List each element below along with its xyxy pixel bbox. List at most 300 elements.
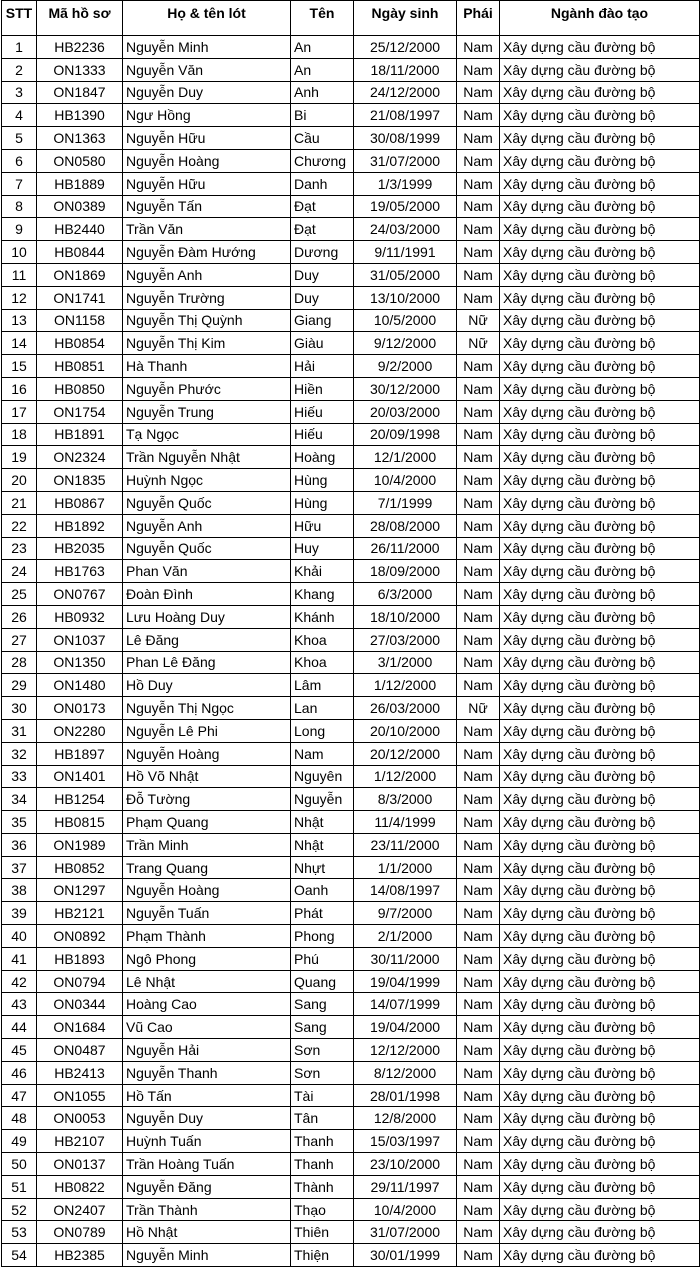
ngay-sinh-cell: 31/07/2000 <box>354 149 457 172</box>
ngay-sinh-cell: 11/4/1999 <box>354 811 457 834</box>
phai-cell: Nam <box>457 856 500 879</box>
ma-ho-so-cell: ON0580 <box>37 149 123 172</box>
stt-cell: 6 <box>2 149 37 172</box>
ma-ho-so-cell: HB2236 <box>37 36 123 59</box>
ho-ten-lot-cell: Nguyễn Duy <box>123 81 291 104</box>
phai-cell: Nam <box>457 1107 500 1130</box>
ngay-sinh-cell: 8/12/2000 <box>354 1061 457 1084</box>
ma-ho-so-cell: ON1297 <box>37 879 123 902</box>
stt-cell: 53 <box>2 1221 37 1244</box>
ho-ten-lot-cell: Nguyễn Hữu <box>123 127 291 150</box>
ngay-sinh-cell: 2/1/2000 <box>354 925 457 948</box>
ma-ho-so-cell: ON0892 <box>37 925 123 948</box>
ten-cell: Nguyên <box>291 765 354 788</box>
ngay-sinh-cell: 9/2/2000 <box>354 355 457 378</box>
phai-cell: Nam <box>457 469 500 492</box>
ten-cell: Chương <box>291 149 354 172</box>
ten-cell: Huy <box>291 537 354 560</box>
nganh-dao-tao-cell: Xây dựng cầu đường bộ <box>500 1061 700 1084</box>
ma-ho-so-cell: ON1754 <box>37 400 123 423</box>
stt-cell: 24 <box>2 560 37 583</box>
ho-ten-lot-cell: Nguyễn Hữu <box>123 172 291 195</box>
nganh-dao-tao-cell: Xây dựng cầu đường bộ <box>500 947 700 970</box>
nganh-dao-tao-cell: Xây dựng cầu đường bộ <box>500 332 700 355</box>
ngay-sinh-cell: 20/03/2000 <box>354 400 457 423</box>
phai-cell: Nam <box>457 218 500 241</box>
ma-ho-so-cell: HB0844 <box>37 241 123 264</box>
stt-cell: 31 <box>2 719 37 742</box>
phai-cell: Nam <box>457 742 500 765</box>
ngay-sinh-cell: 8/3/2000 <box>354 788 457 811</box>
ma-ho-so-cell: HB1892 <box>37 514 123 537</box>
ma-ho-so-cell: ON0344 <box>37 993 123 1016</box>
stt-cell: 46 <box>2 1061 37 1084</box>
stt-cell: 50 <box>2 1153 37 1176</box>
nganh-dao-tao-cell: Xây dựng cầu đường bộ <box>500 377 700 400</box>
nganh-dao-tao-cell: Xây dựng cầu đường bộ <box>500 1153 700 1176</box>
ten-cell: Hùng <box>291 491 354 514</box>
phai-cell: Nam <box>457 833 500 856</box>
ma-ho-so-cell: ON2407 <box>37 1198 123 1221</box>
ngay-sinh-cell: 28/08/2000 <box>354 514 457 537</box>
ma-ho-so-cell: ON0137 <box>37 1153 123 1176</box>
stt-cell: 11 <box>2 263 37 286</box>
ngay-sinh-cell: 18/11/2000 <box>354 58 457 81</box>
table-row <box>2 195 700 218</box>
table-row <box>2 1039 700 1062</box>
nganh-dao-tao-cell: Xây dựng cầu đường bộ <box>500 1221 700 1244</box>
table-row <box>2 1175 700 1198</box>
stt-cell: 15 <box>2 355 37 378</box>
ho-ten-lot-cell: Hồ Nhật <box>123 1221 291 1244</box>
ngay-sinh-cell: 18/10/2000 <box>354 605 457 628</box>
ho-ten-lot-cell: Hà Thanh <box>123 355 291 378</box>
ma-ho-so-cell: ON1363 <box>37 127 123 150</box>
ngay-sinh-cell: 1/12/2000 <box>354 765 457 788</box>
stt-cell: 17 <box>2 400 37 423</box>
ten-cell: Thanh <box>291 1130 354 1153</box>
stt-cell: 45 <box>2 1039 37 1062</box>
ngay-sinh-cell: 12/1/2000 <box>354 446 457 469</box>
stt-cell: 42 <box>2 970 37 993</box>
ho-ten-lot-cell: Huỳnh Ngọc <box>123 469 291 492</box>
stt-cell: 3 <box>2 81 37 104</box>
phai-cell: Nam <box>457 925 500 948</box>
ho-ten-lot-cell: Nguyễn Tuấn <box>123 902 291 925</box>
ma-ho-so-cell: HB2385 <box>37 1244 123 1267</box>
ma-ho-so-cell: ON0789 <box>37 1221 123 1244</box>
stt-cell: 12 <box>2 286 37 309</box>
ngay-sinh-cell: 28/01/1998 <box>354 1084 457 1107</box>
stt-cell: 41 <box>2 947 37 970</box>
ho-ten-lot-cell: Nguyễn Văn <box>123 58 291 81</box>
ma-ho-so-cell: HB2035 <box>37 537 123 560</box>
header-stt: STT <box>2 1 37 36</box>
phai-cell: Nam <box>457 58 500 81</box>
table-row <box>2 81 700 104</box>
nganh-dao-tao-cell: Xây dựng cầu đường bộ <box>500 879 700 902</box>
ho-ten-lot-cell: Lê Đăng <box>123 628 291 651</box>
ngay-sinh-cell: 9/7/2000 <box>354 902 457 925</box>
nganh-dao-tao-cell: Xây dựng cầu đường bộ <box>500 172 700 195</box>
phai-cell: Nam <box>457 1039 500 1062</box>
header-ho-ten-lot: Họ & tên lót <box>123 1 291 36</box>
ho-ten-lot-cell: Nguyễn Anh <box>123 514 291 537</box>
stt-cell: 20 <box>2 469 37 492</box>
nganh-dao-tao-cell: Xây dựng cầu đường bộ <box>500 58 700 81</box>
ten-cell: Đạt <box>291 218 354 241</box>
ten-cell: Oanh <box>291 879 354 902</box>
stt-cell: 22 <box>2 514 37 537</box>
nganh-dao-tao-cell: Xây dựng cầu đường bộ <box>500 902 700 925</box>
ho-ten-lot-cell: Lưu Hoàng Duy <box>123 605 291 628</box>
stt-cell: 28 <box>2 651 37 674</box>
nganh-dao-tao-cell: Xây dựng cầu đường bộ <box>500 81 700 104</box>
nganh-dao-tao-cell: Xây dựng cầu đường bộ <box>500 127 700 150</box>
phai-cell: Nam <box>457 127 500 150</box>
ten-cell: Hiếu <box>291 423 354 446</box>
ho-ten-lot-cell: Nguyễn Anh <box>123 263 291 286</box>
nganh-dao-tao-cell: Xây dựng cầu đường bộ <box>500 263 700 286</box>
phai-cell: Nam <box>457 788 500 811</box>
phai-cell: Nam <box>457 970 500 993</box>
ma-ho-so-cell: HB0822 <box>37 1175 123 1198</box>
phai-cell: Nữ <box>457 309 500 332</box>
phai-cell: Nam <box>457 1198 500 1221</box>
ngay-sinh-cell: 3/1/2000 <box>354 651 457 674</box>
ho-ten-lot-cell: Nguyễn Lê Phi <box>123 719 291 742</box>
table-row <box>2 1221 700 1244</box>
ma-ho-so-cell: ON0389 <box>37 195 123 218</box>
ngay-sinh-cell: 19/04/1999 <box>354 970 457 993</box>
ho-ten-lot-cell: Hồ Võ Nhật <box>123 765 291 788</box>
phai-cell: Nam <box>457 902 500 925</box>
ten-cell: Phát <box>291 902 354 925</box>
nganh-dao-tao-cell: Xây dựng cầu đường bộ <box>500 309 700 332</box>
ten-cell: Anh <box>291 81 354 104</box>
ho-ten-lot-cell: Nguyễn Thị Kim <box>123 332 291 355</box>
table-row <box>2 651 700 674</box>
table-row <box>2 833 700 856</box>
table-row <box>2 127 700 150</box>
ho-ten-lot-cell: Nguyễn Minh <box>123 1244 291 1267</box>
header-row <box>2 1 700 36</box>
table-row <box>2 263 700 286</box>
table-row <box>2 1244 700 1267</box>
table-row <box>2 947 700 970</box>
table-row <box>2 1016 700 1039</box>
ho-ten-lot-cell: Trần Văn <box>123 218 291 241</box>
ho-ten-lot-cell: Nguyễn Hoàng <box>123 879 291 902</box>
ma-ho-so-cell: HB0932 <box>37 605 123 628</box>
phai-cell: Nam <box>457 674 500 697</box>
ten-cell: Khải <box>291 560 354 583</box>
ho-ten-lot-cell: Nguyễn Thanh <box>123 1061 291 1084</box>
nganh-dao-tao-cell: Xây dựng cầu đường bộ <box>500 446 700 469</box>
table-row <box>2 377 700 400</box>
stt-cell: 26 <box>2 605 37 628</box>
ho-ten-lot-cell: Nguyễn Hoàng <box>123 742 291 765</box>
ngay-sinh-cell: 20/10/2000 <box>354 719 457 742</box>
table-row <box>2 36 700 59</box>
phai-cell: Nam <box>457 993 500 1016</box>
phai-cell: Nam <box>457 1130 500 1153</box>
nganh-dao-tao-cell: Xây dựng cầu đường bộ <box>500 469 700 492</box>
table-row <box>2 1061 700 1084</box>
table-row <box>2 446 700 469</box>
stt-cell: 37 <box>2 856 37 879</box>
ho-ten-lot-cell: Nguyễn Tấn <box>123 195 291 218</box>
nganh-dao-tao-cell: Xây dựng cầu đường bộ <box>500 765 700 788</box>
header-ngay-sinh: Ngày sinh <box>354 1 457 36</box>
stt-cell: 21 <box>2 491 37 514</box>
nganh-dao-tao-cell: Xây dựng cầu đường bộ <box>500 1107 700 1130</box>
table-row <box>2 514 700 537</box>
ten-cell: Dương <box>291 241 354 264</box>
stt-cell: 8 <box>2 195 37 218</box>
ma-ho-so-cell: HB2121 <box>37 902 123 925</box>
ho-ten-lot-cell: Nguyễn Minh <box>123 36 291 59</box>
table-body <box>2 36 700 1267</box>
stt-cell: 16 <box>2 377 37 400</box>
ho-ten-lot-cell: Đỗ Tường <box>123 788 291 811</box>
table-row <box>2 423 700 446</box>
ma-ho-so-cell: HB1889 <box>37 172 123 195</box>
ten-cell: Long <box>291 719 354 742</box>
table-row <box>2 469 700 492</box>
stt-cell: 33 <box>2 765 37 788</box>
phai-cell: Nam <box>457 1221 500 1244</box>
phai-cell: Nam <box>457 765 500 788</box>
ten-cell: Nhật <box>291 833 354 856</box>
nganh-dao-tao-cell: Xây dựng cầu đường bộ <box>500 1198 700 1221</box>
ma-ho-so-cell: ON1847 <box>37 81 123 104</box>
phai-cell: Nam <box>457 1175 500 1198</box>
ten-cell: Cầu <box>291 127 354 150</box>
stt-cell: 44 <box>2 1016 37 1039</box>
table-row <box>2 149 700 172</box>
phai-cell: Nam <box>457 811 500 834</box>
nganh-dao-tao-cell: Xây dựng cầu đường bộ <box>500 1175 700 1198</box>
ngay-sinh-cell: 9/11/1991 <box>354 241 457 264</box>
table-row <box>2 1107 700 1130</box>
ngay-sinh-cell: 31/07/2000 <box>354 1221 457 1244</box>
nganh-dao-tao-cell: Xây dựng cầu đường bộ <box>500 1084 700 1107</box>
ho-ten-lot-cell: Hồ Duy <box>123 674 291 697</box>
phai-cell: Nam <box>457 286 500 309</box>
ngay-sinh-cell: 14/08/1997 <box>354 879 457 902</box>
nganh-dao-tao-cell: Xây dựng cầu đường bộ <box>500 36 700 59</box>
nganh-dao-tao-cell: Xây dựng cầu đường bộ <box>500 605 700 628</box>
ho-ten-lot-cell: Lê Nhật <box>123 970 291 993</box>
stt-cell: 43 <box>2 993 37 1016</box>
nganh-dao-tao-cell: Xây dựng cầu đường bộ <box>500 993 700 1016</box>
ten-cell: Thạo <box>291 1198 354 1221</box>
stt-cell: 14 <box>2 332 37 355</box>
ten-cell: Giang <box>291 309 354 332</box>
header-phai: Phái <box>457 1 500 36</box>
ngay-sinh-cell: 15/03/1997 <box>354 1130 457 1153</box>
phai-cell: Nam <box>457 355 500 378</box>
table-row <box>2 765 700 788</box>
nganh-dao-tao-cell: Xây dựng cầu đường bộ <box>500 742 700 765</box>
ten-cell: Hữu <box>291 514 354 537</box>
table-row <box>2 1084 700 1107</box>
ma-ho-so-cell: ON1741 <box>37 286 123 309</box>
phai-cell: Nam <box>457 537 500 560</box>
ngay-sinh-cell: 10/4/2000 <box>354 1198 457 1221</box>
nganh-dao-tao-cell: Xây dựng cầu đường bộ <box>500 1039 700 1062</box>
table-row <box>2 788 700 811</box>
table-row <box>2 560 700 583</box>
ngay-sinh-cell: 9/12/2000 <box>354 332 457 355</box>
table-row <box>2 1153 700 1176</box>
nganh-dao-tao-cell: Xây dựng cầu đường bộ <box>500 286 700 309</box>
phai-cell: Nam <box>457 172 500 195</box>
ho-ten-lot-cell: Ngô Phong <box>123 947 291 970</box>
ma-ho-so-cell: HB2107 <box>37 1130 123 1153</box>
ho-ten-lot-cell: Trần Minh <box>123 833 291 856</box>
table-row <box>2 104 700 127</box>
phai-cell: Nam <box>457 947 500 970</box>
table-row <box>2 902 700 925</box>
nganh-dao-tao-cell: Xây dựng cầu đường bộ <box>500 1130 700 1153</box>
table-row <box>2 970 700 993</box>
ma-ho-so-cell: ON0487 <box>37 1039 123 1062</box>
ngay-sinh-cell: 1/1/2000 <box>354 856 457 879</box>
phai-cell: Nam <box>457 377 500 400</box>
ngay-sinh-cell: 25/12/2000 <box>354 36 457 59</box>
ngay-sinh-cell: 31/05/2000 <box>354 263 457 286</box>
table-row <box>2 674 700 697</box>
ten-cell: Thiên <box>291 1221 354 1244</box>
nganh-dao-tao-cell: Xây dựng cầu đường bộ <box>500 719 700 742</box>
ma-ho-so-cell: ON1158 <box>37 309 123 332</box>
phai-cell: Nam <box>457 263 500 286</box>
ten-cell: Duy <box>291 286 354 309</box>
ten-cell: Hải <box>291 355 354 378</box>
ma-ho-so-cell: ON1401 <box>37 765 123 788</box>
ten-cell: Lâm <box>291 674 354 697</box>
phai-cell: Nam <box>457 514 500 537</box>
phai-cell: Nam <box>457 1084 500 1107</box>
ho-ten-lot-cell: Phan Văn <box>123 560 291 583</box>
stt-cell: 25 <box>2 583 37 606</box>
ho-ten-lot-cell: Trang Quang <box>123 856 291 879</box>
ho-ten-lot-cell: Đoàn Đình <box>123 583 291 606</box>
ngay-sinh-cell: 12/8/2000 <box>354 1107 457 1130</box>
stt-cell: 34 <box>2 788 37 811</box>
ten-cell: Nam <box>291 742 354 765</box>
ten-cell: Hoàng <box>291 446 354 469</box>
phai-cell: Nữ <box>457 332 500 355</box>
nganh-dao-tao-cell: Xây dựng cầu đường bộ <box>500 925 700 948</box>
stt-cell: 32 <box>2 742 37 765</box>
nganh-dao-tao-cell: Xây dựng cầu đường bộ <box>500 149 700 172</box>
ho-ten-lot-cell: Vũ Cao <box>123 1016 291 1039</box>
phai-cell: Nam <box>457 628 500 651</box>
phai-cell: Nam <box>457 583 500 606</box>
phai-cell: Nam <box>457 651 500 674</box>
ma-ho-so-cell: ON0173 <box>37 697 123 720</box>
ngay-sinh-cell: 21/08/1997 <box>354 104 457 127</box>
ho-ten-lot-cell: Nguyễn Trường <box>123 286 291 309</box>
stt-cell: 27 <box>2 628 37 651</box>
table-row <box>2 400 700 423</box>
phai-cell: Nam <box>457 423 500 446</box>
stt-cell: 9 <box>2 218 37 241</box>
ten-cell: Duy <box>291 263 354 286</box>
table-row <box>2 241 700 264</box>
ma-ho-so-cell: ON2324 <box>37 446 123 469</box>
ma-ho-so-cell: ON1989 <box>37 833 123 856</box>
phai-cell: Nam <box>457 1016 500 1039</box>
ten-cell: Khoa <box>291 628 354 651</box>
stt-cell: 30 <box>2 697 37 720</box>
ho-ten-lot-cell: Tạ Ngọc <box>123 423 291 446</box>
ten-cell: Khánh <box>291 605 354 628</box>
ma-ho-so-cell: ON1684 <box>37 1016 123 1039</box>
ten-cell: Quang <box>291 970 354 993</box>
nganh-dao-tao-cell: Xây dựng cầu đường bộ <box>500 514 700 537</box>
ten-cell: Phú <box>291 947 354 970</box>
ma-ho-so-cell: HB1891 <box>37 423 123 446</box>
ten-cell: Lan <box>291 697 354 720</box>
stt-cell: 7 <box>2 172 37 195</box>
nganh-dao-tao-cell: Xây dựng cầu đường bộ <box>500 423 700 446</box>
phai-cell: Nam <box>457 879 500 902</box>
ho-ten-lot-cell: Phạm Thành <box>123 925 291 948</box>
ngay-sinh-cell: 23/11/2000 <box>354 833 457 856</box>
table-row <box>2 286 700 309</box>
table-row <box>2 332 700 355</box>
stt-cell: 13 <box>2 309 37 332</box>
ngay-sinh-cell: 26/11/2000 <box>354 537 457 560</box>
ho-ten-lot-cell: Nguyễn Hải <box>123 1039 291 1062</box>
table-row <box>2 742 700 765</box>
ngay-sinh-cell: 30/11/2000 <box>354 947 457 970</box>
ma-ho-so-cell: HB0815 <box>37 811 123 834</box>
phai-cell: Nam <box>457 1061 500 1084</box>
ten-cell: Sang <box>291 1016 354 1039</box>
header-ma-ho-so: Mã hồ sơ <box>37 1 123 36</box>
ma-ho-so-cell: HB0852 <box>37 856 123 879</box>
ngay-sinh-cell: 19/05/2000 <box>354 195 457 218</box>
ngay-sinh-cell: 26/03/2000 <box>354 697 457 720</box>
nganh-dao-tao-cell: Xây dựng cầu đường bộ <box>500 811 700 834</box>
ho-ten-lot-cell: Nguyễn Hoàng <box>123 149 291 172</box>
stt-cell: 54 <box>2 1244 37 1267</box>
ho-ten-lot-cell: Trần Hoàng Tuấn <box>123 1153 291 1176</box>
stt-cell: 52 <box>2 1198 37 1221</box>
table-row <box>2 172 700 195</box>
student-list-table <box>1 0 700 1267</box>
ten-cell: Đạt <box>291 195 354 218</box>
ten-cell: An <box>291 36 354 59</box>
ngay-sinh-cell: 24/12/2000 <box>354 81 457 104</box>
ho-ten-lot-cell: Nguyễn Phước <box>123 377 291 400</box>
ho-ten-lot-cell: Nguyễn Thị Ngọc <box>123 697 291 720</box>
nganh-dao-tao-cell: Xây dựng cầu đường bộ <box>500 651 700 674</box>
nganh-dao-tao-cell: Xây dựng cầu đường bộ <box>500 355 700 378</box>
stt-cell: 47 <box>2 1084 37 1107</box>
phai-cell: Nam <box>457 241 500 264</box>
table-row <box>2 628 700 651</box>
ten-cell: Tài <box>291 1084 354 1107</box>
table-row <box>2 218 700 241</box>
stt-cell: 40 <box>2 925 37 948</box>
ma-ho-so-cell: ON0794 <box>37 970 123 993</box>
